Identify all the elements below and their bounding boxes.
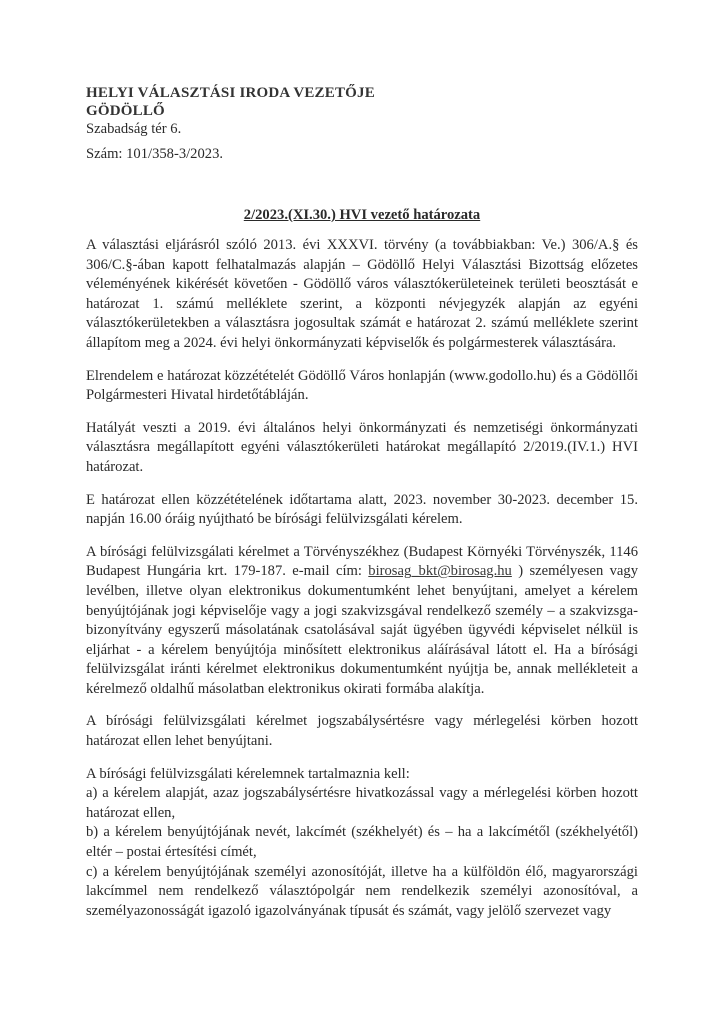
paragraph-decision: A választási eljárásról szóló 2013. évi XXXVI. törvény (a továbbiakban: Ve.) 306/A.§ és 306/C.§-ában kapott felhatalmazás alapján – Gödöllő Helyi Választási Bizottság előzetes véleményének kikérését követően - Gödöllő város választókerületeinek területi beosztását e határozat 1. számú melléklete szerint, a központi névjegyzék alapján az egyéni választókerületekben a választásra jogosultak számát e határozat 2. számú melléklete szerint állapítom meg a 2024. évi helyi önkormányzati képviselők és polgármesterek választására. [86, 237, 638, 351]
reference-number: Szám: 101/358-3/2023. [86, 146, 224, 162]
paragraph-publication: Elrendelem e határozat közzétételét Gödöllő Város honlapján (www.godollo.hu) és a Gödöllői Polgármesteri Hivatal hirdetőtábláján. [86, 367, 638, 404]
issuer-city: GÖDÖLLŐ [86, 103, 165, 119]
paragraph-appeal-deadline: E határozat ellen közzétételének időtartama alatt, 2023. november 30-2023. december 15. napján 16.00 óráig nyújtható be bírósági felülvizsgálati kérelem. [86, 491, 638, 528]
contents-intro: A bírósági felülvizsgálati kérelemnek tartalmaznia kell: [86, 765, 410, 782]
court-text-before: A bírósági felülvizsgálati kérelmet a Törvényszékhez (Budapest Környéki Törvényszék, 1146 Budapest Hungária krt. 179-187. e-mail cím: [86, 543, 638, 580]
court-email-link[interactable]: birosag_bkt@birosag.hu [368, 563, 512, 580]
list-item: b) a kérelem benyújtójának nevét, lakcímét (székhelyét) és – ha a lakcímétől (székhelyétől) eltér – postai értesítési címét, [86, 824, 638, 861]
issuer-name: HELYI VÁLASZTÁSI IRODA VEZETŐJE [86, 85, 375, 101]
document-body [86, 236, 638, 921]
document-title: 2/2023.(XI.30.) HVI vezető határozata [243, 207, 481, 223]
issuer-address: Szabadság tér 6. [86, 121, 182, 137]
issuer-block [86, 84, 406, 139]
paragraph-repeal: Hatályát veszti a 2019. évi általános helyi önkormányzati és nemzetiségi önkormányzati választásra megállapított egyéni választókerületi határokat megállapító 2/2019.(IV.1.) HVI határozat. [86, 419, 638, 475]
paragraph-grounds: A bírósági felülvizsgálati kérelmet jogszabálysértésre vagy mérlegelési körben hozott határozat ellen lehet benyújtani. [86, 713, 638, 750]
list-item: a) a kérelem alapját, azaz jogszabálysértésre hivatkozással vagy a mérlegelési körben hozott határozat ellen, [86, 785, 638, 821]
contents-list [86, 784, 638, 921]
list-item: c) a kérelem benyújtójának személyi azonosítóját, illetve ha a külföldön élő, magyarországi lakcímmel nem rendelkező választópolgár nem rendelkezik személyi azonosítóval, a személyazonosságát igazoló igazolványának típusát és számát, vagy jelölő szervezet vagy [86, 863, 638, 919]
court-text-after: ) személyesen vagy levélben, illetve olyan elektronikus dokumentumként lehet benyújtani, amelyet a kérelem benyújtójának jogi képviselője vagy a jogi szakvizsgával rendelkező személy – a szakvizsga-bizonyítvány egyszerű másolatának csatolásával saját ügyében ügyvédi képviselet nélkül is eljárhat - a kérelem benyújtója minősített elektronikus aláírásával látott el. Ha a bírósági felülvizsgálat iránti kérelmet elektronikus dokumentumként nyújtja be, annak mellékleteit a kérelmező oldalhű másolatban elektronikus okirati formába alakítja. [86, 563, 638, 697]
paragraph-court-submission [86, 543, 638, 700]
